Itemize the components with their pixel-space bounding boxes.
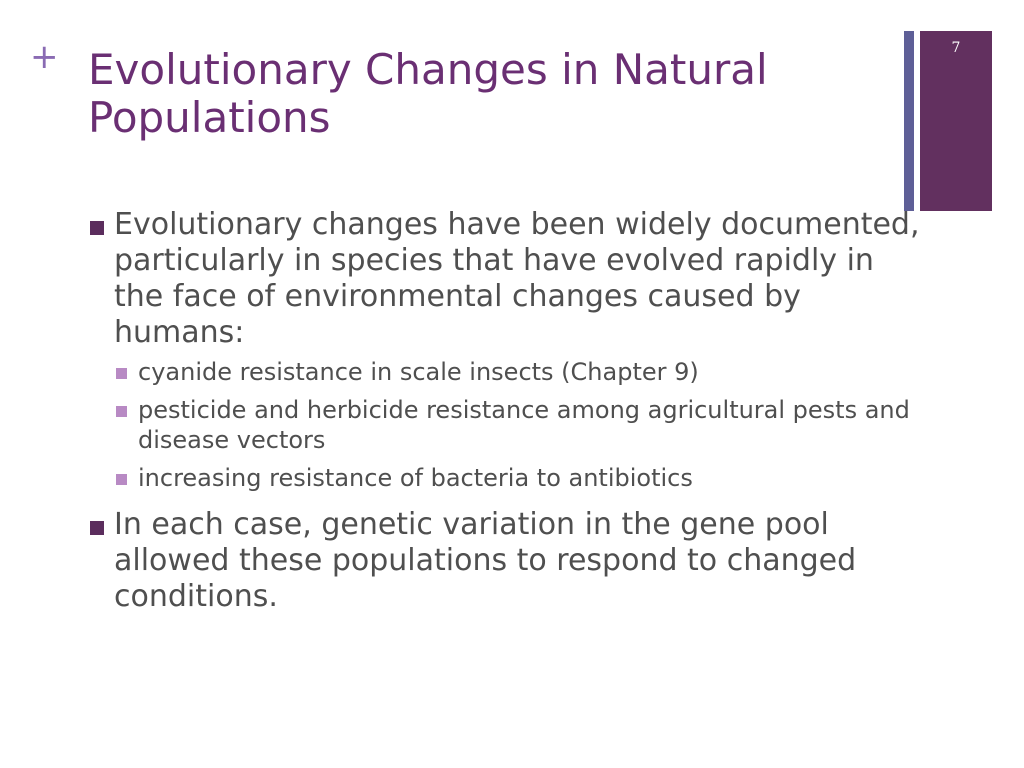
bullet-item (88, 507, 928, 615)
sub-bullet-item (88, 357, 928, 387)
sub-bullet-item (88, 395, 928, 455)
plus-mark: + (30, 37, 59, 77)
slide-title: Evolutionary Changes in Natural Populations (88, 45, 768, 142)
bullet-square-icon (90, 521, 104, 535)
sub-bullet-list (88, 357, 928, 493)
sub-bullet-text: pesticide and herbicide resistance among agricultural pests and disease vectors (138, 396, 910, 454)
sub-bullet-square-icon (116, 406, 127, 417)
sub-bullet-text: cyanide resistance in scale insects (Chapter 9) (138, 358, 699, 386)
sub-bullet-square-icon (116, 474, 127, 485)
accent-bar-block (920, 31, 992, 211)
sub-bullet-square-icon (116, 368, 127, 379)
bullet-text: Evolutionary changes have been widely documented, particularly in species that have evolved rapidly in the face of environmental changes caused by humans: (114, 207, 920, 350)
accent-bar-thin (904, 31, 914, 211)
bullet-text: In each case, genetic variation in the gene pool allowed these populations to respond to changed conditions. (114, 507, 857, 614)
bullet-item (88, 207, 928, 351)
sub-bullet-text: increasing resistance of bacteria to antibiotics (138, 464, 693, 492)
slide-number: 7 (951, 40, 961, 56)
slide-content (88, 207, 928, 615)
sub-bullet-item (88, 463, 928, 493)
bullet-square-icon (90, 221, 104, 235)
